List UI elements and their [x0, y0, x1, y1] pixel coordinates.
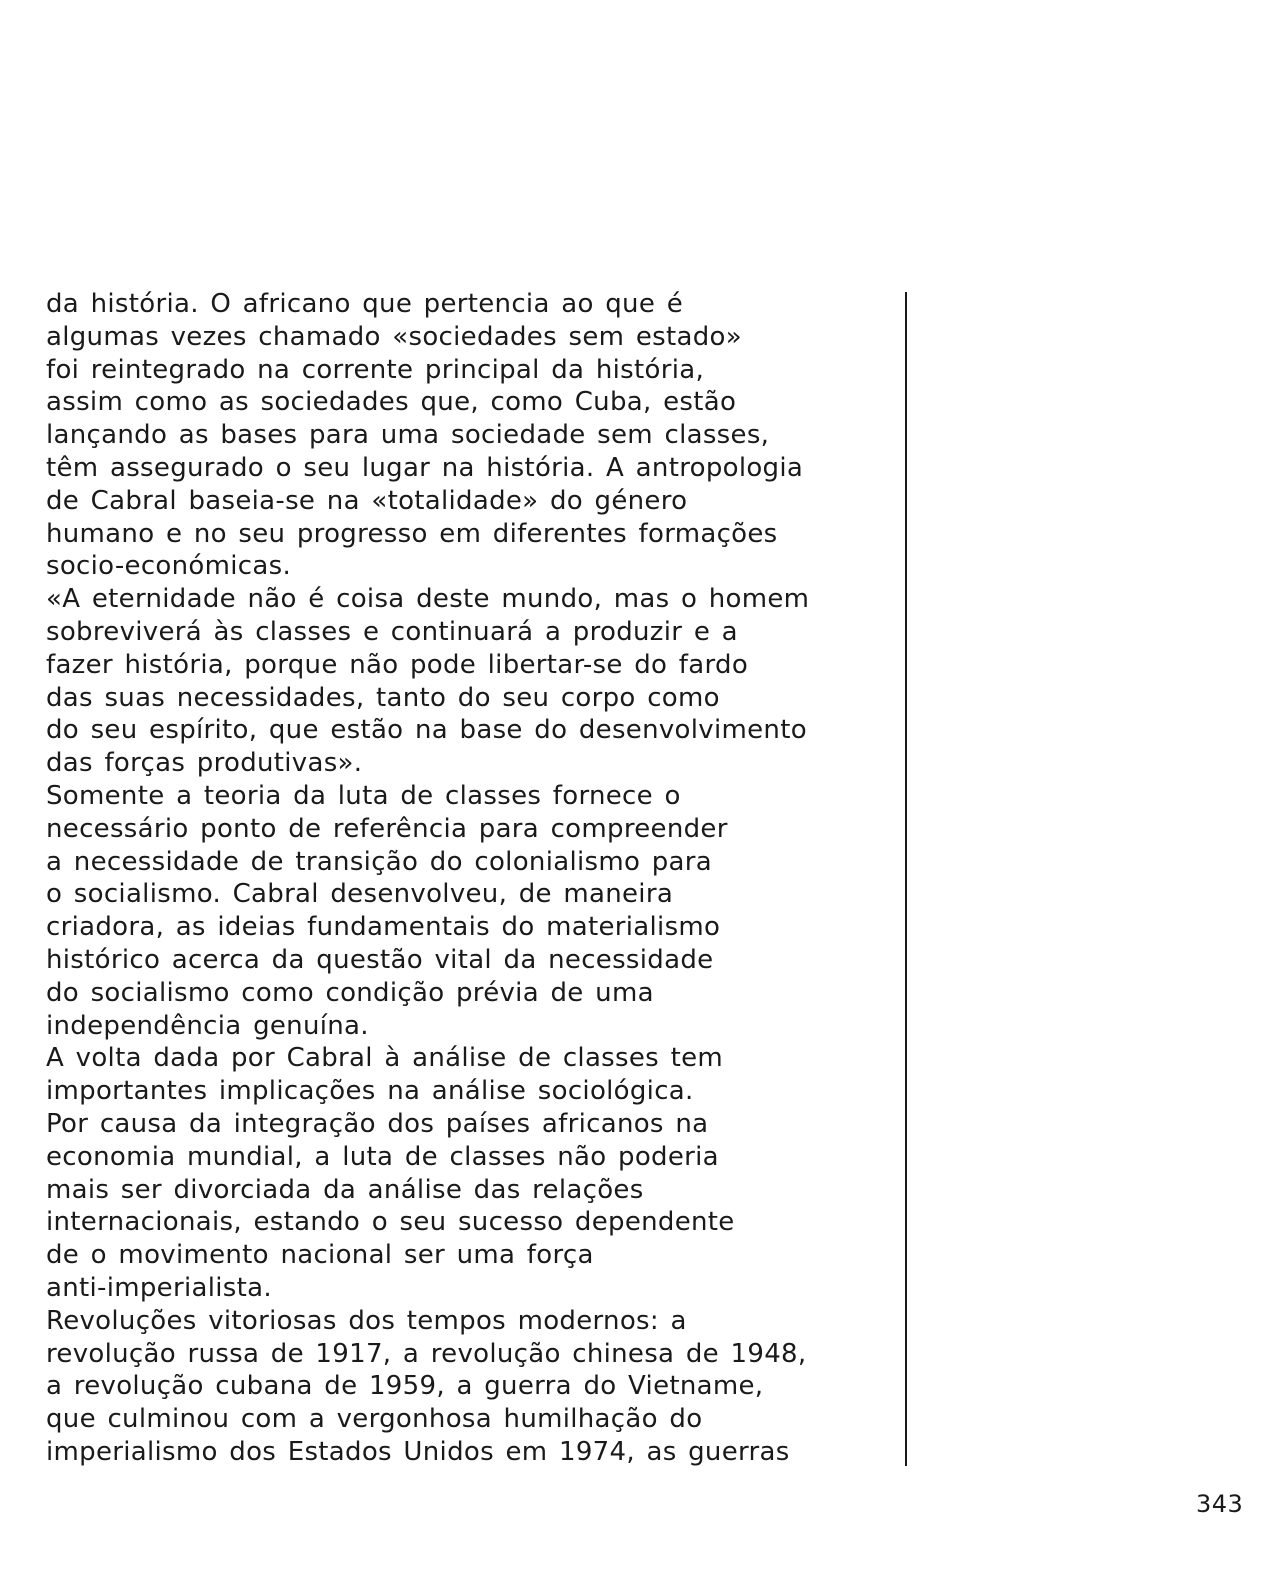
- text-line: «A eternidade não é coisa deste mundo, mas o homem: [46, 584, 810, 615]
- text-line: a revolução cubana de 1959, a guerra do Vietname,: [46, 1371, 764, 1402]
- text-line: têm assegurado o seu lugar na história. A antropologia: [46, 452, 804, 483]
- text-line: sobreviverá às classes e continuará a produzir e a: [46, 616, 738, 647]
- text-line: criadora, as ideias fundamentais do materialismo: [46, 912, 721, 943]
- text-line: importantes implicações na análise sociológica.: [46, 1076, 694, 1107]
- text-line: Por causa da integração dos países africanos na: [46, 1108, 709, 1139]
- text-line: das forças produtivas».: [46, 748, 363, 779]
- text-line: economia mundial, a luta de classes não poderia: [46, 1141, 719, 1172]
- text-line: assim como as sociedades que, como Cuba, estão: [46, 387, 737, 418]
- text-line: algumas vezes chamado «sociedades sem estado»: [46, 321, 742, 352]
- text-line: Revoluções vitoriosas dos tempos modernos: a: [46, 1305, 687, 1336]
- text-line: foi reintegrado na corrente principal da história,: [46, 354, 705, 385]
- text-line: histórico acerca da questão vital da necessidade: [46, 944, 714, 975]
- text-line: mais ser divorciada da análise das relações: [46, 1174, 644, 1205]
- body-text-column: [46, 288, 896, 1469]
- margin-rule: [905, 292, 907, 1466]
- text-line: a necessidade de transição do colonialismo para: [46, 846, 713, 877]
- text-line: independência genuína.: [46, 1010, 369, 1041]
- text-line: fazer história, porque não pode libertar-se do fardo: [46, 649, 749, 680]
- text-line: das suas necessidades, tanto do seu corpo como: [46, 682, 720, 713]
- text-line: socio-económicas.: [46, 551, 292, 582]
- text-line: de Cabral baseia-se na «totalidade» do género: [46, 485, 688, 516]
- text-line: que culminou com a vergonhosa humilhação do: [46, 1404, 703, 1435]
- text-line: do socialismo como condição prévia de uma: [46, 977, 654, 1008]
- text-line: humano e no seu progresso em diferentes formações: [46, 518, 778, 549]
- text-line: de o movimento nacional ser uma força: [46, 1240, 594, 1271]
- text-line: da história. O africano que pertencia ao que é: [46, 289, 683, 319]
- text-line: revolução russa de 1917, a revolução chinesa de 1948,: [46, 1338, 807, 1369]
- text-line: lançando as bases para uma sociedade sem classes,: [46, 420, 770, 451]
- text-line: A volta dada por Cabral à análise de classes tem: [46, 1043, 723, 1074]
- page-number: 343: [1196, 1490, 1244, 1518]
- text-line: o socialismo. Cabral desenvolveu, de maneira: [46, 879, 674, 910]
- text-line: do seu espírito, que estão na base do desenvolvimento: [46, 715, 807, 746]
- text-line: Somente a teoria da luta de classes fornece o: [46, 780, 681, 811]
- text-line: anti-imperialista.: [46, 1272, 272, 1303]
- text-line: internacionais, estando o seu sucesso dependente: [46, 1207, 735, 1238]
- text-line: imperialismo dos Estados Unidos em 1974, as guerras: [46, 1436, 790, 1467]
- text-line: necessário ponto de referência para compreender: [46, 813, 728, 844]
